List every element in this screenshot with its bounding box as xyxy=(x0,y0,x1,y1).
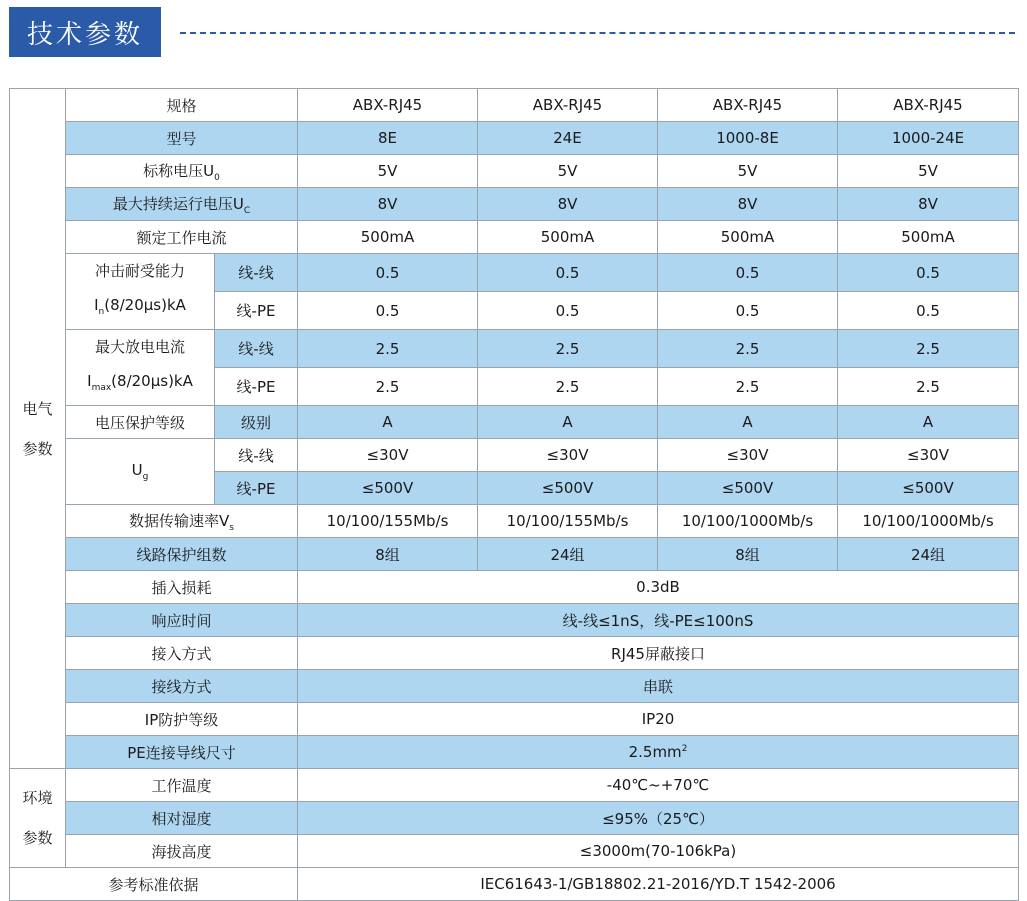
label-max-discharge-line1: 最大放电电流 xyxy=(94,338,185,356)
label-ip: IP防护等级 xyxy=(66,703,298,736)
row-max-voltage xyxy=(10,188,1019,221)
ug-ll-4: ≤30V xyxy=(838,439,1019,472)
group-environment-line2: 参数 xyxy=(22,829,53,847)
data-rate-2: 10/100/155Mb/s xyxy=(478,505,658,538)
max-voltage-1: 8V xyxy=(298,188,478,221)
impulse-ll-1: 0.5 xyxy=(298,254,478,292)
line-groups-1: 8组 xyxy=(298,538,478,571)
protection-level-4: A xyxy=(838,406,1019,439)
label-max-voltage-text: 最大持续运行电压U xyxy=(112,194,244,213)
row-ip xyxy=(10,703,1019,736)
pe-wire-value xyxy=(298,736,1019,769)
group-environment xyxy=(10,769,66,868)
protection-level-2: A xyxy=(478,406,658,439)
ug-ll-3: ≤30V xyxy=(658,439,838,472)
label-max-voltage-sub: C xyxy=(243,205,251,216)
impulse-sub-ll: 线-线 xyxy=(215,254,298,292)
row-discharge-ll xyxy=(10,330,1019,368)
row-pe-wire xyxy=(10,736,1019,769)
label-ug-text: U xyxy=(131,461,143,479)
label-impulse xyxy=(66,254,215,330)
rated-current-1: 500mA xyxy=(298,221,478,254)
label-humidity: 相对湿度 xyxy=(66,802,298,835)
label-ug xyxy=(66,439,215,505)
ug-lpe-1: ≤500V xyxy=(298,472,478,505)
label-altitude: 海拔高度 xyxy=(66,835,298,868)
row-standard xyxy=(10,868,1019,901)
ug-ll-2: ≤30V xyxy=(478,439,658,472)
nominal-voltage-1: 5V xyxy=(298,155,478,188)
label-pe-wire: PE连接导线尺寸 xyxy=(66,736,298,769)
line-groups-2: 24组 xyxy=(478,538,658,571)
row-ug-ll xyxy=(10,439,1019,472)
label-data-rate-text: 数据传输速率V xyxy=(129,511,230,530)
impulse-ll-2: 0.5 xyxy=(478,254,658,292)
label-max-discharge xyxy=(66,330,215,406)
impulse-lpe-1: 0.5 xyxy=(298,292,478,330)
model-3: ABX-RJ45 xyxy=(658,89,838,122)
label-standard: 参考标准依据 xyxy=(10,868,298,901)
label-protection-level: 电压保护等级 xyxy=(66,406,215,439)
data-rate-1: 10/100/155Mb/s xyxy=(298,505,478,538)
discharge-ll-1: 2.5 xyxy=(298,330,478,368)
row-work-temp xyxy=(10,769,1019,802)
ip-value: IP20 xyxy=(298,703,1019,736)
label-type: 型号 xyxy=(66,122,298,155)
response-time-value: 线-线≤1nS，线-PE≤100nS xyxy=(298,604,1019,637)
model-4: ABX-RJ45 xyxy=(838,89,1019,122)
pe-wire-value-sup: 2 xyxy=(681,744,688,754)
label-response-time: 响应时间 xyxy=(66,604,298,637)
row-humidity xyxy=(10,802,1019,835)
type-2: 24E xyxy=(478,122,658,155)
section-title-text: 技术参数 xyxy=(26,19,143,50)
label-impulse-sub: n xyxy=(98,307,105,317)
discharge-sub-lpe: 线-PE xyxy=(215,368,298,406)
title-dashed-divider xyxy=(180,32,1015,34)
row-impulse-ll xyxy=(10,254,1019,292)
label-impulse-rest: (8/20μs)kA xyxy=(104,296,186,314)
label-data-rate xyxy=(66,505,298,538)
row-nominal-voltage xyxy=(10,155,1019,188)
rated-current-3: 500mA xyxy=(658,221,838,254)
ug-lpe-3: ≤500V xyxy=(658,472,838,505)
impulse-ll-3: 0.5 xyxy=(658,254,838,292)
ug-lpe-4: ≤500V xyxy=(838,472,1019,505)
impulse-ll-4: 0.5 xyxy=(838,254,1019,292)
wiring-value: 串联 xyxy=(298,670,1019,703)
label-impulse-i: I xyxy=(94,296,99,314)
max-voltage-2: 8V xyxy=(478,188,658,221)
humidity-value: ≤95%（25℃） xyxy=(298,802,1019,835)
label-max-voltage xyxy=(66,188,298,221)
ug-sub-lpe: 线-PE xyxy=(215,472,298,505)
label-data-rate-sub: s xyxy=(229,522,234,533)
row-insertion-loss xyxy=(10,571,1019,604)
label-spec: 规格 xyxy=(66,89,298,122)
type-1: 8E xyxy=(298,122,478,155)
nominal-voltage-4: 5V xyxy=(838,155,1019,188)
connection-value: RJ45屏蔽接口 xyxy=(298,637,1019,670)
section-title xyxy=(9,7,161,57)
label-nominal-voltage-text: 标称电压U xyxy=(143,161,215,180)
label-rated-current: 额定工作电流 xyxy=(66,221,298,254)
discharge-lpe-3: 2.5 xyxy=(658,368,838,406)
line-groups-3: 8组 xyxy=(658,538,838,571)
data-rate-3: 10/100/1000Mb/s xyxy=(658,505,838,538)
protection-level-1: A xyxy=(298,406,478,439)
data-rate-4: 10/100/1000Mb/s xyxy=(838,505,1019,538)
protection-level-3: A xyxy=(658,406,838,439)
impulse-lpe-3: 0.5 xyxy=(658,292,838,330)
model-1: ABX-RJ45 xyxy=(298,89,478,122)
label-ug-sub: g xyxy=(142,472,149,482)
row-altitude xyxy=(10,835,1019,868)
row-data-rate xyxy=(10,505,1019,538)
nominal-voltage-2: 5V xyxy=(478,155,658,188)
impulse-sub-lpe: 线-PE xyxy=(215,292,298,330)
pe-wire-value-text: 2.5mm xyxy=(628,743,682,761)
label-nominal-voltage xyxy=(66,155,298,188)
discharge-lpe-2: 2.5 xyxy=(478,368,658,406)
type-4: 1000-24E xyxy=(838,122,1019,155)
discharge-lpe-4: 2.5 xyxy=(838,368,1019,406)
type-3: 1000-8E xyxy=(658,122,838,155)
line-groups-4: 24组 xyxy=(838,538,1019,571)
row-spec xyxy=(10,89,1019,122)
label-impulse-line1: 冲击耐受能力 xyxy=(94,262,185,280)
max-voltage-3: 8V xyxy=(658,188,838,221)
impulse-lpe-4: 0.5 xyxy=(838,292,1019,330)
insertion-loss-value: 0.3dB xyxy=(298,571,1019,604)
label-work-temp: 工作温度 xyxy=(66,769,298,802)
label-max-discharge-i: I xyxy=(87,372,92,390)
group-environment-line1: 环境 xyxy=(22,789,53,807)
group-electrical-line2: 参数 xyxy=(22,439,53,458)
label-insertion-loss: 插入损耗 xyxy=(66,571,298,604)
ug-sub-ll: 线-线 xyxy=(215,439,298,472)
standard-value: IEC61643-1/GB18802.21-2016/YD.T 1542-2006 xyxy=(298,868,1019,901)
group-electrical xyxy=(10,89,66,769)
impulse-lpe-2: 0.5 xyxy=(478,292,658,330)
ug-ll-1: ≤30V xyxy=(298,439,478,472)
max-voltage-4: 8V xyxy=(838,188,1019,221)
discharge-lpe-1: 2.5 xyxy=(298,368,478,406)
rated-current-4: 500mA xyxy=(838,221,1019,254)
row-response-time xyxy=(10,604,1019,637)
protection-level-sub: 级别 xyxy=(215,406,298,439)
label-line-groups: 线路保护组数 xyxy=(66,538,298,571)
row-protection-level xyxy=(10,406,1019,439)
altitude-value: ≤3000m(70-106kPa) xyxy=(298,835,1019,868)
model-2: ABX-RJ45 xyxy=(478,89,658,122)
label-max-discharge-rest: (8/20μs)kA xyxy=(111,372,193,390)
nominal-voltage-3: 5V xyxy=(658,155,838,188)
discharge-ll-4: 2.5 xyxy=(838,330,1019,368)
spec-table xyxy=(9,88,1019,901)
label-nominal-voltage-sub: 0 xyxy=(214,172,220,183)
label-connection: 接入方式 xyxy=(66,637,298,670)
discharge-ll-2: 2.5 xyxy=(478,330,658,368)
discharge-ll-3: 2.5 xyxy=(658,330,838,368)
label-max-discharge-sub: max xyxy=(91,383,112,393)
row-rated-current xyxy=(10,221,1019,254)
label-wiring: 接线方式 xyxy=(66,670,298,703)
row-connection xyxy=(10,637,1019,670)
work-temp-value: -40℃~+70℃ xyxy=(298,769,1019,802)
rated-current-2: 500mA xyxy=(478,221,658,254)
discharge-sub-ll: 线-线 xyxy=(215,330,298,368)
row-line-groups xyxy=(10,538,1019,571)
row-wiring xyxy=(10,670,1019,703)
ug-lpe-2: ≤500V xyxy=(478,472,658,505)
group-electrical-line1: 电气 xyxy=(22,399,53,418)
row-type xyxy=(10,122,1019,155)
